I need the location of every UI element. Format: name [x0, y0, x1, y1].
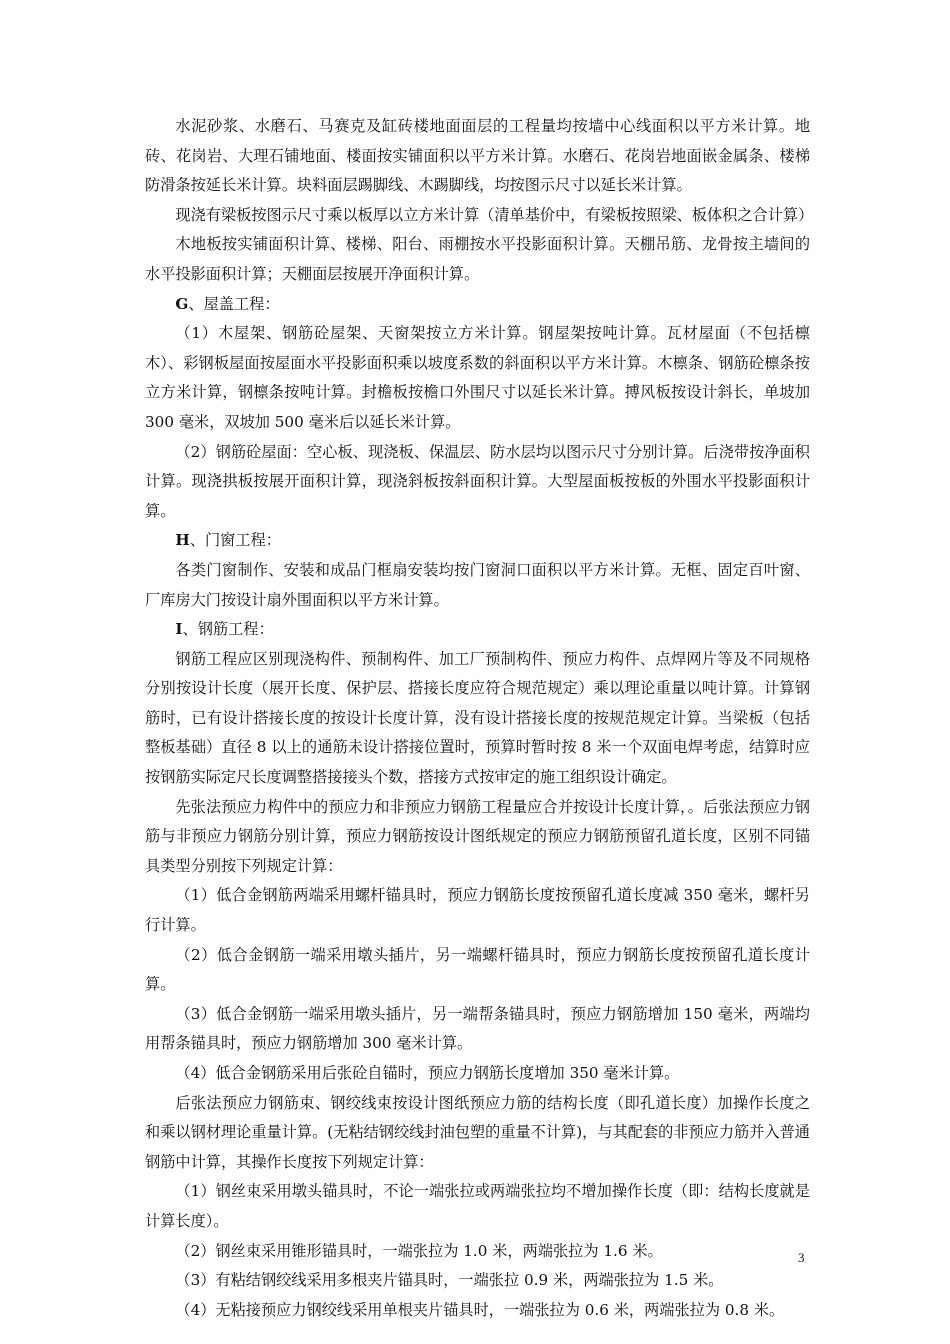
- paragraph-wood-floor: 木地板按实铺面积计算、楼梯、阳台、雨棚按水平投影面积计算。天棚吊筋、龙骨按主墙间的水平投影面积计算；天棚面层按展开净面积计算。: [145, 235, 810, 283]
- section-letter-h: H: [175, 531, 190, 550]
- operation-item-2: （2）钢丝束采用锥形锚具时，一端张拉为 1.0 米，两端张拉为 1.6 米。: [175, 1241, 663, 1260]
- section-title-i: 、钢筋工程：: [182, 620, 274, 639]
- page-number: 3: [798, 1250, 805, 1265]
- operation-item-4: （4）无粘接预应力钢绞线采用单根夹片锚具时，一端张拉为 0.6 米，两端张拉为 0.8 米。: [175, 1300, 785, 1319]
- section-letter-g: G: [175, 294, 189, 313]
- section-heading-h: [145, 526, 810, 556]
- anchor-item-4: （4）低合金钢筋采用后张砼自锚时，预应力钢筋长度增加 350 毫米计算。: [175, 1064, 680, 1082]
- anchor-item-2: （2）低合金钢筋一端采用墩头插片，另一端螺杆锚具时，预应力钢筋长度按预留孔道长度计算。: [145, 945, 810, 994]
- paragraph-prestressed: 先张法预应力构件中的预应力和非预应力钢筋工程量应合并按设计长度计算，。后张法预应力钢筋与非预应力钢筋分别计算，预应力钢筋按设计图纸规定的预应力钢筋预留孔道长度，区别不同锚具类型分别按下列规定计算：: [145, 797, 810, 875]
- paragraph-floor-finish: 水泥砂浆、水磨石、马赛克及缸砖楼地面面层的工程量均按墙中心线面积以平方米计算。地砖、花岗岩、大理石铺地面、楼面按实铺面积以平方米计算。水磨石、花岗岩地面嵌金属条、楼梯防滑条按延长米计算。块料面层踢脚线、木踢脚线，均按图示尺寸以延长米计算。: [145, 117, 810, 195]
- anchor-item-1: （1）低合金钢筋两端采用螺杆锚具时，预应力钢筋长度按预留孔道长度减 350 毫米，螺杆另行计算。: [145, 886, 810, 935]
- document-body: [145, 112, 814, 1325]
- operation-item-3: （3）有粘结钢绞线采用多根夹片锚具时，一端张拉 0.9 米，两端张拉为 1.5 米。: [175, 1271, 724, 1290]
- paragraph-doors-windows: 各类门窗制作、安装和成品门框扇安装均按门窗洞口面积以平方米计算。无框、固定百叶窗、厂库房大门按设计扇外围面积以平方米计算。: [145, 560, 810, 609]
- roof-item-1: （1）木屋架、钢筋砼屋架、天窗架按立方米计算。钢屋架按吨计算。瓦材屋面（不包括檩木）、彩钢板屋面按屋面水平投影面积乘以坡度系数的斜面积以平方米计算。木檩条、钢筋砼檩条按立方米计算，钢檩条按吨计算。封檐板按檐口外围尺寸以延长米计算。搏风板按设计斜长，单坡加 300 毫米，双坡加 500 毫米后以延长米计算。: [145, 324, 810, 431]
- roof-item-2: （2）钢筋砼屋面：空心板、现浇板、保温层、防水层均以图示尺寸分别计算。后浇带按净面积计算。现浇拱板按展开面积计算，现浇斜板按斜面积计算。大型屋面板按板的外围水平投影面积计算。: [145, 442, 810, 520]
- paragraph-beam-slab: 现浇有梁板按图示尺寸乘以板厚以立方米计算（清单基价中，有梁板按照梁、板体积之合计算）: [175, 205, 814, 224]
- section-heading-i: [145, 615, 810, 645]
- section-letter-i: I: [175, 620, 183, 639]
- paragraph-post-tension: 后张法预应力钢筋束、钢绞线束按设计图纸预应力筋的结构长度（即孔道长度）加操作长度之和乘以钢材理论重量计算。(无粘结钢绞线封油包塑的重量不计算)，与其配套的非预应力筋并入普通钢筋中计算，其操作长度按下列规定计算：: [145, 1093, 810, 1171]
- section-title-h: 、门窗工程：: [189, 531, 281, 550]
- section-title-g: 、屋盖工程：: [188, 294, 280, 313]
- anchor-item-3: （3）低合金钢筋一端采用墩头插片，另一端帮条锚具时，预应力钢筋增加 150 毫米，两端均用帮条锚具时，预应力钢筋增加 300 毫米计算。: [145, 1004, 810, 1053]
- paragraph-rebar-general: 钢筋工程应区别现浇构件、预制构件、加工厂预制构件、预应力构件、点焊网片等及不同规格分别按设计长度（展开长度、保护层、搭接长度应符合规范规定）乘以理论重量以吨计算。计算钢筋时，已有设计搭接长度的按设计长度计算，没有设计搭接长度的按规范规定计算。当梁板（包括整板基础）直径 8 以上的通筋未设计搭接位置时，预算时暂时按 8 米一个双面电焊考虑，结算时应按钢筋实际定尺长度调整搭接接头个数，搭接方式按审定的施工组织设计确定。: [145, 649, 810, 787]
- section-heading-g: [145, 290, 810, 320]
- operation-item-1: （1）钢丝束采用墩头锚具时，不论一端张拉或两端张拉均不增加操作长度（即：结构长度就是计算长度）。: [145, 1182, 810, 1230]
